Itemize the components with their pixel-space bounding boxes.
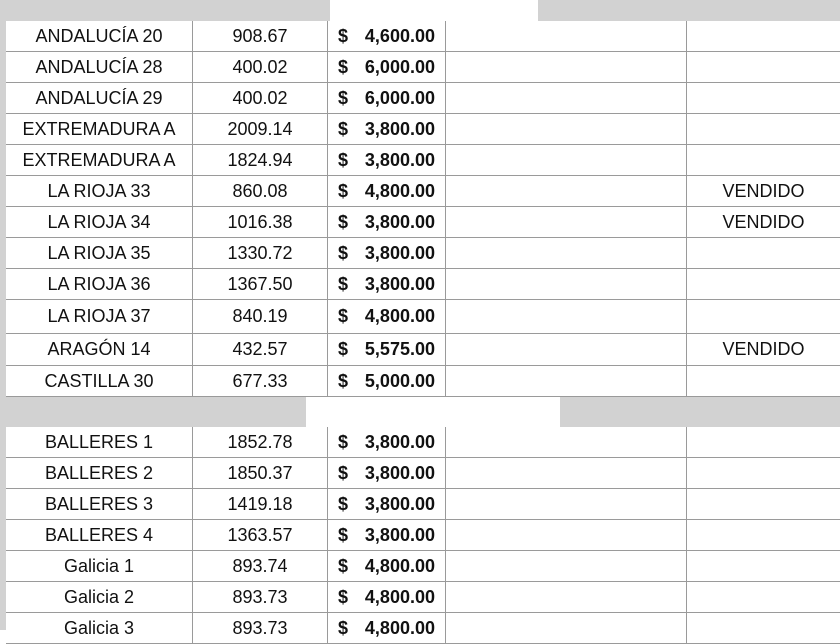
table-row [6,83,840,114]
currency-symbol: $ [338,493,349,514]
price-amount: 3,800.00 [364,211,435,232]
cell-empty[interactable] [446,489,687,519]
cell-empty[interactable] [446,83,687,113]
table-row [6,238,840,269]
cell-price[interactable] [328,489,446,519]
cell-price[interactable] [328,520,446,550]
cell-area[interactable]: 1367.50 [193,269,328,299]
cell-price[interactable] [328,21,446,51]
cell-empty[interactable] [446,427,687,457]
cell-area[interactable]: 432.57 [193,334,328,365]
table-row [6,176,840,207]
cell-price[interactable] [328,176,446,206]
cell-area[interactable]: 908.67 [193,21,328,51]
cell-name[interactable]: LA RIOJA 34 [6,207,193,237]
cell-name[interactable]: BALLERES 2 [6,458,193,488]
cell-status[interactable] [687,427,840,457]
cell-area[interactable]: 1330.72 [193,238,328,268]
table-row [6,551,840,582]
price-amount: 3,800.00 [364,149,435,170]
cell-area[interactable]: 1850.37 [193,458,328,488]
cell-empty[interactable] [446,21,687,51]
currency-symbol: $ [338,87,349,108]
cell-status[interactable] [687,300,840,333]
currency-symbol: $ [338,617,349,638]
cell-status[interactable] [687,238,840,268]
cell-status[interactable] [687,21,840,51]
cell-empty[interactable] [446,207,687,237]
cell-area[interactable]: 893.73 [193,613,328,643]
currency-symbol: $ [338,339,349,359]
cell-price[interactable] [328,551,446,581]
price-amount: 3,800.00 [364,524,435,545]
cell-price[interactable] [328,145,446,175]
cell-area[interactable]: 1419.18 [193,489,328,519]
cell-price[interactable] [328,582,446,612]
cell-name[interactable]: ARAGÓN 14 [6,334,193,365]
cell-empty[interactable] [446,145,687,175]
cell-price[interactable] [328,458,446,488]
cell-empty[interactable] [446,613,687,643]
price-amount: 3,800.00 [364,118,435,139]
price-amount: 5,575.00 [364,339,435,359]
cell-status[interactable]: VENDIDO [722,180,805,201]
table-row [6,145,840,176]
currency-symbol: $ [338,25,349,46]
cell-price[interactable] [328,613,446,643]
cell-name[interactable]: BALLERES 3 [6,489,193,519]
cell-name[interactable]: BALLERES 1 [6,427,193,457]
currency-symbol: $ [338,242,349,263]
cell-name[interactable]: LA RIOJA 35 [6,238,193,268]
cell-area[interactable]: 893.74 [193,551,328,581]
cell-price[interactable] [328,427,446,457]
cell-status[interactable] [687,366,840,396]
cell-price[interactable] [328,334,446,365]
table-row [6,613,840,644]
cell-name[interactable]: EXTREMADURA A [6,114,193,144]
table-row [6,21,840,52]
cell-status[interactable] [687,582,840,612]
currency-symbol: $ [338,462,349,483]
currency-symbol: $ [338,273,349,294]
price-amount: 3,800.00 [364,273,435,294]
currency-symbol: $ [338,370,349,391]
cell-name[interactable]: LA RIOJA 37 [6,300,193,333]
table-row [6,520,840,551]
cell-price[interactable] [328,114,446,144]
currency-symbol: $ [338,149,349,170]
cell-empty[interactable] [446,269,687,299]
cell-empty[interactable] [446,458,687,488]
cell-name[interactable]: BALLERES 4 [6,520,193,550]
cell-area[interactable]: 1824.94 [193,145,328,175]
price-amount: 4,800.00 [364,617,435,638]
cell-area[interactable]: 400.02 [193,52,328,82]
cell-empty[interactable] [446,520,687,550]
table-row [6,427,840,458]
price-amount: 3,800.00 [364,242,435,263]
cell-empty[interactable] [446,300,687,333]
cell-area[interactable]: 400.02 [193,83,328,113]
table-row [6,114,840,145]
cell-status[interactable] [687,52,840,82]
cell-empty[interactable] [446,334,687,365]
price-amount: 5,000.00 [364,370,435,391]
separator-row-top [6,0,840,21]
currency-symbol: $ [338,555,349,576]
cell-price[interactable] [328,238,446,268]
cell-status[interactable] [687,613,840,643]
separator-white-block [306,397,560,427]
cell-status[interactable] [687,489,840,519]
cell-price[interactable] [328,52,446,82]
cell-empty[interactable] [446,52,687,82]
table-row [6,300,840,334]
cell-status[interactable] [687,114,840,144]
cell-area[interactable]: 1852.78 [193,427,328,457]
cell-empty[interactable] [446,582,687,612]
table-row [6,269,840,300]
currency-symbol: $ [338,118,349,139]
cell-name[interactable]: ANDALUCÍA 20 [6,21,193,51]
separator-row-middle [6,397,840,427]
cell-area[interactable]: 860.08 [193,176,328,206]
cell-name[interactable]: LA RIOJA 36 [6,269,193,299]
cell-area[interactable]: 2009.14 [193,114,328,144]
currency-symbol: $ [338,306,349,326]
price-amount: 3,800.00 [364,431,435,452]
price-amount: 4,800.00 [364,180,435,201]
cell-status[interactable] [687,83,840,113]
cell-empty[interactable] [446,551,687,581]
table-row [6,52,840,83]
cell-name[interactable]: Galicia 3 [6,613,193,643]
price-amount: 4,800.00 [364,555,435,576]
cell-name[interactable]: ANDALUCÍA 28 [6,52,193,82]
price-amount: 4,600.00 [364,25,435,46]
currency-symbol: $ [338,431,349,452]
cell-area[interactable]: 1363.57 [193,520,328,550]
cell-area[interactable]: 1016.38 [193,207,328,237]
currency-symbol: $ [338,211,349,232]
cell-name[interactable]: CASTILLA 30 [6,366,193,396]
cell-name[interactable]: Galicia 1 [6,551,193,581]
cell-empty[interactable] [446,366,687,396]
price-amount: 4,800.00 [364,306,435,326]
currency-symbol: $ [338,524,349,545]
table-row [6,366,840,397]
cell-area[interactable]: 840.19 [193,300,328,333]
table-row [6,458,840,489]
cell-status[interactable] [687,520,840,550]
price-amount: 4,800.00 [364,586,435,607]
currency-symbol: $ [338,586,349,607]
cell-status[interactable]: VENDIDO [722,339,805,359]
currency-symbol: $ [338,56,349,77]
separator-white-block [330,0,538,21]
cell-status[interactable]: VENDIDO [722,211,805,232]
cell-price[interactable] [328,366,446,396]
table-row [6,489,840,520]
cell-status[interactable] [687,551,840,581]
cell-name[interactable]: EXTREMADURA A [6,145,193,175]
cell-price[interactable] [328,269,446,299]
cell-empty[interactable] [446,114,687,144]
currency-symbol: $ [338,180,349,201]
cell-status[interactable] [687,269,840,299]
price-amount: 3,800.00 [364,462,435,483]
table-row [6,207,840,238]
price-amount: 3,800.00 [364,493,435,514]
cell-name[interactable]: Galicia 2 [6,582,193,612]
cell-area[interactable]: 677.33 [193,366,328,396]
cell-empty[interactable] [446,238,687,268]
cell-price[interactable] [328,83,446,113]
cell-name[interactable]: LA RIOJA 33 [6,176,193,206]
table-row [6,582,840,613]
cell-price[interactable] [328,207,446,237]
cell-price[interactable] [328,300,446,333]
cell-empty[interactable] [446,176,687,206]
cell-area[interactable]: 893.73 [193,582,328,612]
cell-name[interactable]: ANDALUCÍA 29 [6,83,193,113]
table-row [6,334,840,366]
price-amount: 6,000.00 [364,87,435,108]
cell-status[interactable] [687,458,840,488]
cell-status[interactable] [687,145,840,175]
price-amount: 6,000.00 [364,56,435,77]
